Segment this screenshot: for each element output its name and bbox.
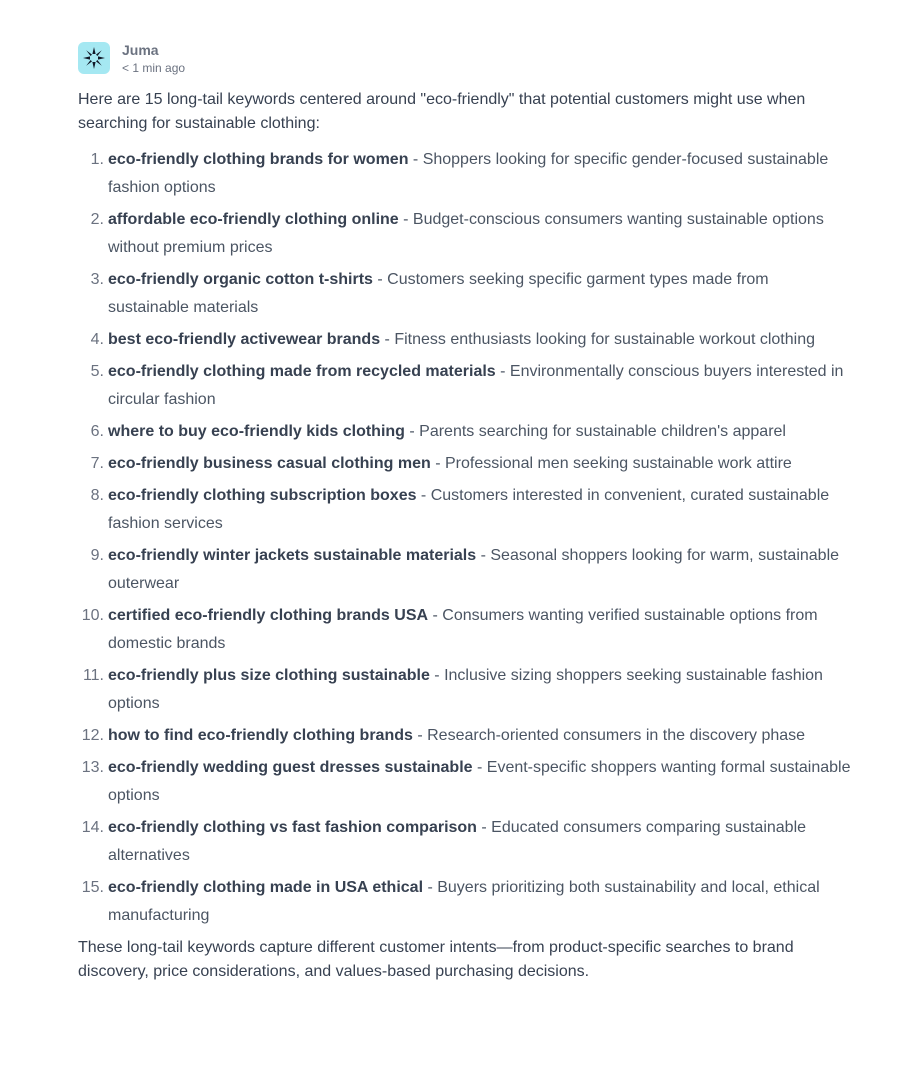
list-item-number: 12. xyxy=(81,727,104,744)
list-item-number: 6. xyxy=(90,423,104,440)
list-item xyxy=(78,814,853,870)
list-item xyxy=(78,482,853,538)
keyword-text: eco-friendly clothing vs fast fashion comparison xyxy=(108,819,477,836)
keyword-description: - Consumers wanting verified sustainable options from domestic brands xyxy=(108,607,818,652)
list-item-number: 10. xyxy=(81,607,104,624)
list-item-number: 15. xyxy=(81,879,104,896)
list-item-number: 2. xyxy=(90,211,104,228)
keyword-description: - Parents searching for sustainable children's apparel xyxy=(404,423,786,440)
keyword-text: eco-friendly wedding guest dresses sustainable xyxy=(108,759,473,776)
keyword-description: - Inclusive sizing shoppers seeking sustainable fashion options xyxy=(108,667,823,712)
list-item xyxy=(78,754,853,810)
list-item xyxy=(78,358,853,414)
list-item-number: 14. xyxy=(81,819,104,836)
keyword-list xyxy=(78,146,853,930)
list-item-number: 3. xyxy=(90,271,104,288)
message-timestamp: < 1 min ago xyxy=(122,61,186,75)
keyword-text: certified eco-friendly clothing brands USA xyxy=(108,607,429,624)
list-item xyxy=(78,874,853,930)
avatar xyxy=(78,42,110,74)
list-item xyxy=(78,662,853,718)
list-item-number: 13. xyxy=(81,759,104,776)
keyword-description: - Fitness enthusiasts looking for sustainable workout clothing xyxy=(380,331,815,348)
list-item xyxy=(78,326,853,354)
keyword-description: - Environmentally conscious buyers interested in circular fashion xyxy=(108,363,844,408)
keyword-description: - Educated consumers comparing sustainable alternatives xyxy=(108,819,807,864)
keyword-description: - Customers interested in convenient, curated sustainable fashion services xyxy=(108,487,830,532)
message-intro: Here are 15 long-tail keywords centered around "eco-friendly" that potential customers might use when searching for sustainable clothing: xyxy=(78,91,806,132)
list-item-number: 11. xyxy=(82,667,104,684)
keyword-description: - Professional men seeking sustainable work attire xyxy=(430,455,792,472)
keyword-text: eco-friendly plus size clothing sustainable xyxy=(108,667,430,684)
list-item xyxy=(78,418,853,446)
list-item xyxy=(78,602,853,658)
keyword-description: - Seasonal shoppers looking for warm, sustainable outerwear xyxy=(108,547,840,592)
keyword-text: eco-friendly clothing made from recycled materials xyxy=(108,363,496,380)
author-name: Juma xyxy=(122,42,159,58)
keyword-text: eco-friendly business casual clothing men xyxy=(108,455,431,472)
list-item xyxy=(78,722,853,750)
list-item xyxy=(78,266,853,322)
keyword-text: how to find eco-friendly clothing brands xyxy=(108,727,413,744)
keyword-description: - Budget-conscious consumers wanting sustainable options without premium prices xyxy=(108,211,824,256)
list-item-number: 4. xyxy=(90,331,104,348)
message-outro: These long-tail keywords capture different customer intents—from product-specific searches to brand discovery, price considerations, and values-based purchasing decisions. xyxy=(78,939,794,980)
message-meta xyxy=(122,42,185,74)
keyword-text: where to buy eco-friendly kids clothing xyxy=(108,423,405,440)
keyword-text: affordable eco-friendly clothing online xyxy=(108,211,399,228)
keyword-text: best eco-friendly activewear brands xyxy=(108,331,381,348)
message-header xyxy=(78,42,853,82)
keyword-text: eco-friendly organic cotton t-shirts xyxy=(108,271,373,288)
keyword-text: eco-friendly winter jackets sustainable materials xyxy=(108,547,477,564)
keyword-text: eco-friendly clothing made in USA ethical xyxy=(108,879,424,896)
list-item-number: 1. xyxy=(90,151,104,168)
list-item xyxy=(78,206,853,262)
list-item-number: 5. xyxy=(90,363,104,380)
list-item xyxy=(78,542,853,598)
list-item xyxy=(78,450,853,478)
keyword-description: - Buyers prioritizing both sustainability and local, ethical manufacturing xyxy=(108,879,820,924)
list-item-number: 8. xyxy=(90,487,104,504)
keyword-description: - Event-specific shoppers wanting formal sustainable options xyxy=(108,759,851,804)
starburst-logo-icon xyxy=(82,46,106,70)
list-item-number: 9. xyxy=(90,547,104,564)
list-item-number: 7. xyxy=(90,455,104,472)
keyword-text: eco-friendly clothing subscription boxes xyxy=(108,487,417,504)
keyword-description: - Customers seeking specific garment types made from sustainable materials xyxy=(108,271,769,316)
keyword-text: eco-friendly clothing brands for women xyxy=(108,151,409,168)
keyword-description: - Shoppers looking for specific gender-focused sustainable fashion options xyxy=(108,151,829,196)
list-item xyxy=(78,146,853,202)
chat-message xyxy=(78,42,853,984)
keyword-description: - Research-oriented consumers in the discovery phase xyxy=(412,727,806,744)
